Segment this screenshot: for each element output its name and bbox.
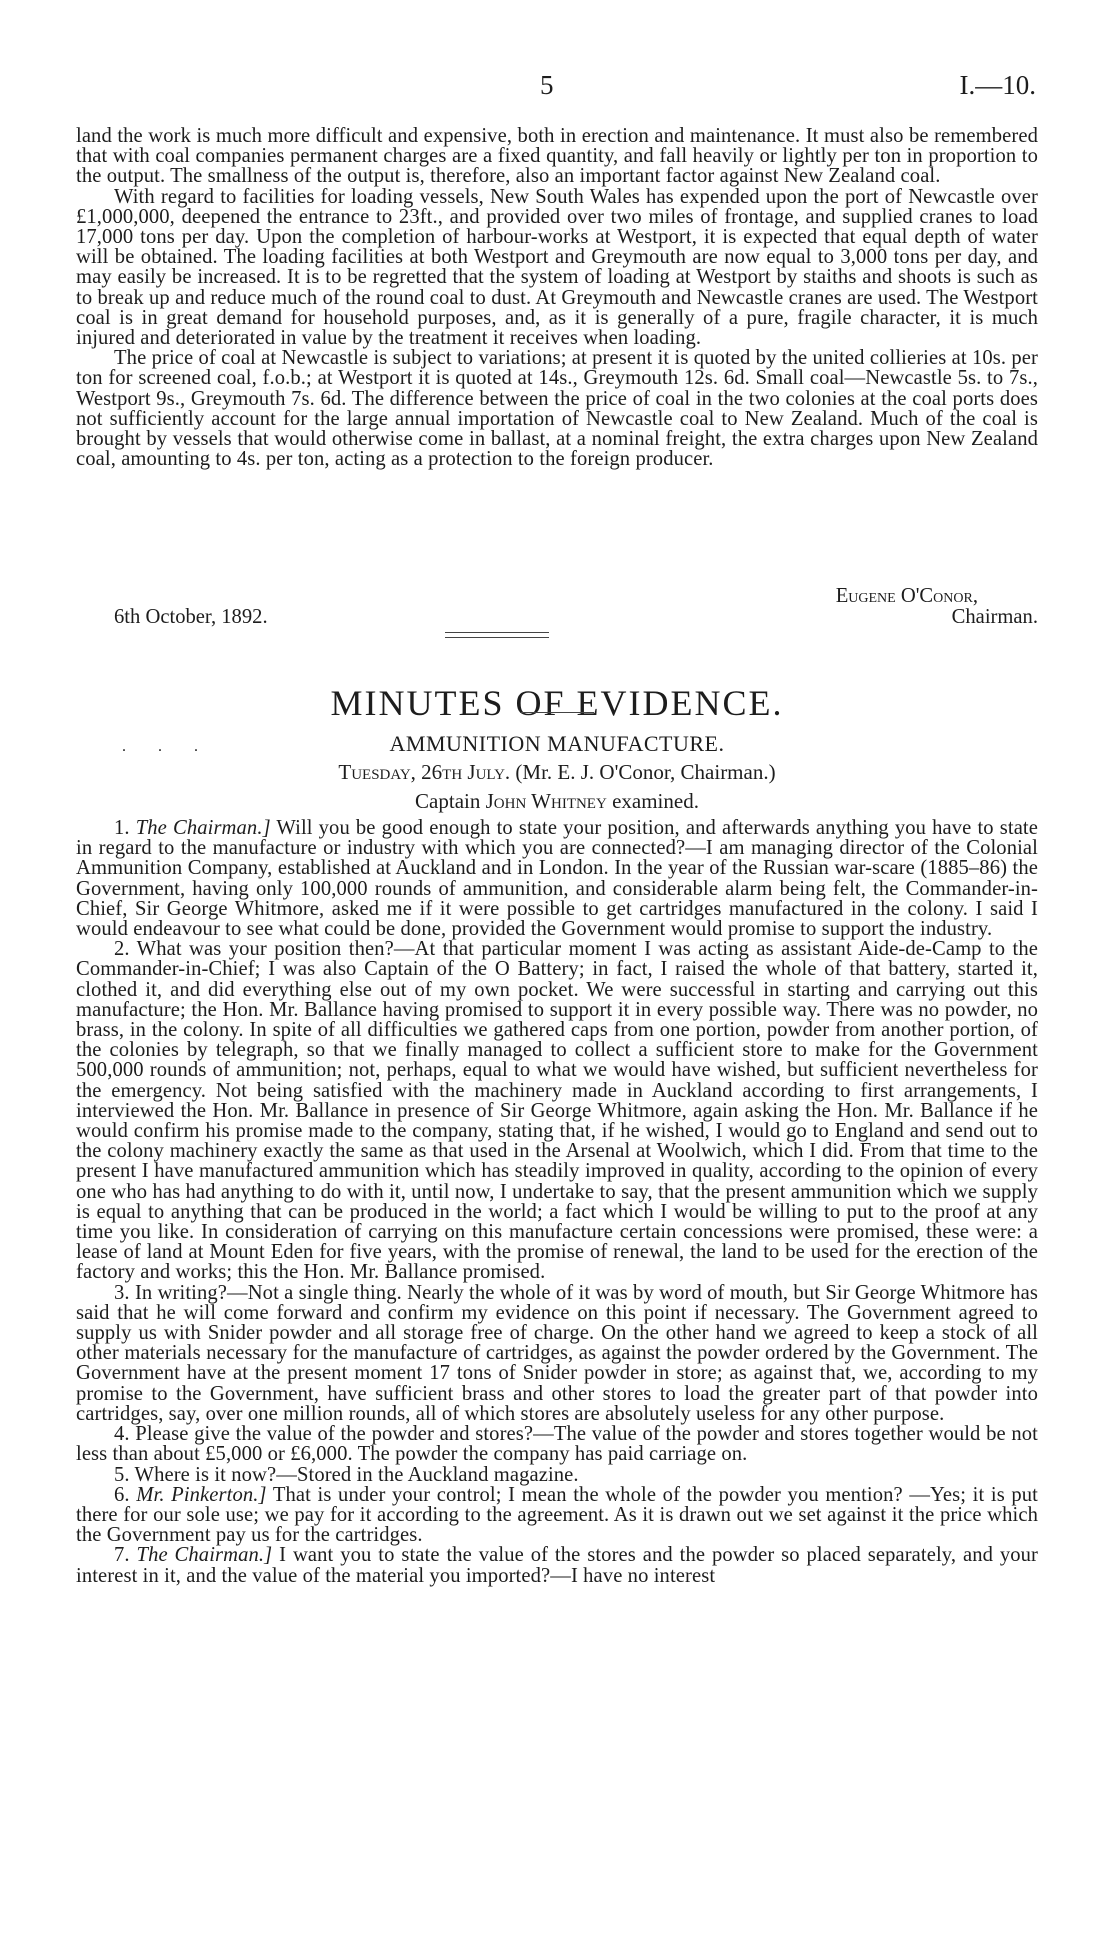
report-signature bbox=[76, 586, 1038, 630]
page-header bbox=[0, 70, 1114, 106]
evidence-question bbox=[76, 1465, 1038, 1485]
question-text: Will you be good enough to state your position, and afterwards anything you have to state in regard to the manufacture or industry with which you are connected?—I am managing director of the Colonial Ammunition Company, established at Auckland and in London. In the year of the Russian war-scare (1885–86) the Government, having only 100,000 rounds of ammunition, and considerable alarm being felt, the Commander-in-Chief, Sir George Whitmore, asked me if it were possible to get cartridges manufactured in the colony. I said I would endeavour to see what could be done, provided the Government would promise to support the industry. bbox=[76, 817, 1038, 941]
evidence-body bbox=[76, 818, 1038, 1586]
question-text: Please give the value of the powder and stores?—The value of the powder and stores together would be not less than about £5,000 or £6,000. The powder the company has paid carriage on. bbox=[76, 1423, 1038, 1466]
question-speaker: The Chairman.] bbox=[135, 817, 271, 839]
sitting-line bbox=[0, 760, 1114, 785]
report-paragraph: With regard to facilities for loading vessels, New South Wales has expended upon the port of Newcastle over £1,000,000, deepened the entrance to 23ft., and provided over two miles of frontage, and supplied cranes to load 17,000 tons per day. Upon the completion of harbour-works at Westport, it is expected that equal depth of water will be obtained. The loading facilities at both Westport and Greymouth are now equal to 3,000 tons per day, and may easily be increased. It is to be regretted that the system of loading at Westport by staiths and shoots is such as to break up and reduce much of the round coal to dust. At Greymouth and Newcastle cranes are used. The Westport coal is in great demand for household purposes, and, as it is generally of a pure, fragile character, it is much injured and deteriorated in value by the treatment it receives when loading. bbox=[76, 185, 1038, 350]
question-speaker: Mr. Pinkerton.] bbox=[136, 1483, 267, 1506]
sitting-chair: (Mr. E. J. O'Conor, Chairman.) bbox=[515, 760, 776, 784]
question-text: That is under your control; I mean the whole of the powder you mention? —Yes; it is put there for our sole use; we pay for it according to the agreement. As it is drawn out we set against it the price which the Government pay us for the cartridges. bbox=[76, 1483, 1039, 1547]
marginal-dots: . . . bbox=[122, 738, 212, 755]
evidence-question bbox=[76, 1424, 1038, 1464]
question-text: What was your position then?—At that particular moment I was acting as assistant Aide-de-Camp to the Commander-in-Chief; I was also Captain of the O Battery; in fact, I raised the whole of that battery, started it, clothed it, and did everything else out of my own pocket. We were successful in starting and carrying out this manufacture; the Hon. Mr. Ballance having promised to support it in every possible way. There was no powder, no brass, in the colony. In spite of all difficulties we gathered caps from one portion, powder from another portion, of the colonies by telegraph, so that we finally managed to collect a sufficient store to make for the Government 500,000 rounds of ammunition; not, perhaps, equal to what we would have wished, but sufficient nevertheless for the emergency. Not being satisfied with the machinery made in Auckland according to first arrangements, I interviewed the Hon. Mr. Ballance in presence of Sir George Whitmore, again asking the Hon. Mr. Ballance if he would confirm his promise made to the company, stating that, if he wished, I would go to England and send out to the colony machinery exactly the same as that used in the Arsenal at Woolwich, which I did. From that time to the present I have manufactured ammunition which has steadily improved in quality, according to the opinion of every one who has had anything to do with it, until now, I undertake to say, that the present ammunition which we supply is equal to anything that can be produced in the world; a fact which I would be willing to put to the proof at any time you like. In consideration of carrying on this manufacture certain concessions were promised, these were: a lease of land at Mount Eden for five years, with the promise of renewal, the land to be used for the erection of the factory and works; this the Hon. Mr. Ballance promised. bbox=[76, 938, 1038, 1284]
signatory-name: Eugene O'Conor, bbox=[835, 585, 978, 607]
report-paragraph: The price of coal at Newcastle is subject to variations; at present it is quoted by the united collieries at 10s. per ton for screened coal, f.o.b.; at Westport it is quoted at 14s., Greymouth 12s. 6d. Small coal—Newcastle 5s. to 7s., Westport 9s., Greymouth 7s. 6d. The difference between the price of coal in the two colonies at the coal ports does not sufficiently account for the large annual importation of Newcastle coal to New Zealand. Much of the coal is brought by vessels that would otherwise come in ballast, at a nominal freight, the extra charges upon New Zealand coal, amounting to 4s. per ton, acting as a protection to the foreign producer. bbox=[76, 347, 1038, 471]
section-title: AMMUNITION MANUFACTURE. bbox=[389, 731, 725, 756]
witness-line bbox=[0, 789, 1114, 814]
witness-suffix: examined. bbox=[612, 789, 699, 813]
question-number: 2. bbox=[114, 938, 130, 961]
report-reference: I.—10. bbox=[959, 70, 1036, 100]
question-number: 5. bbox=[114, 1463, 130, 1486]
question-number: 6. bbox=[114, 1483, 130, 1506]
question-speaker: The Chairman.] bbox=[136, 1544, 273, 1567]
evidence-question bbox=[76, 1485, 1038, 1546]
question-text: In writing?—Not a single thing. Nearly the whole of it was by word of mouth, but Sir George Whitmore has said that he will come forward and confirm my evidence on this point if necessary. The Government agreed to supply us with Snider powder and all storage free of charge. On the other hand we agreed to keep a stock of all other materials necessary for the manufacture of cartridges, as against the powder ordered by the Government. The Government have at the present moment 17 tons of Snider powder in store; as against that, we, according to my promise to the Government, have sufficient brass and other stores to load the greater part of that powder into cartridges, say, over one million rounds, all of which stores are absolutely useless for any other purpose. bbox=[76, 1281, 1038, 1425]
question-text: Where is it now?—Stored in the Auckland magazine. bbox=[134, 1463, 579, 1486]
question-text: I want you to state the value of the stores and the powder so placed separately, and your interest in it, and the value of the material you imported?—I have no interest bbox=[76, 1544, 1038, 1587]
evidence-question bbox=[76, 1283, 1038, 1424]
title-rule bbox=[520, 712, 594, 713]
minutes-title: MINUTES OF EVIDENCE. bbox=[330, 683, 784, 724]
sitting-day: Tuesday, 26th July. bbox=[338, 760, 511, 784]
report-conclusion bbox=[76, 126, 1038, 469]
question-number: 3. bbox=[114, 1281, 130, 1304]
witness-title: Captain bbox=[415, 789, 481, 813]
signatory-role: Chairman. bbox=[951, 606, 1038, 628]
question-number: 4. bbox=[114, 1423, 130, 1446]
report-paragraph: land the work is much more difficult and expensive, both in erection and maintenance. It must also be remembered that with coal companies permanent charges are a fixed quantity, and fall heavily or lightly per ton in proportion to the output. The smallness of the output is, therefore, also an important factor against New Zealand coal. bbox=[76, 125, 1038, 188]
evidence-question bbox=[76, 818, 1038, 939]
report-date: 6th October, 1892. bbox=[114, 606, 268, 628]
page-number: 5 bbox=[540, 70, 554, 100]
question-number: 1. bbox=[114, 817, 130, 839]
evidence-question bbox=[76, 1545, 1038, 1585]
question-number: 7. bbox=[114, 1544, 130, 1567]
witness-name: John Whitney bbox=[485, 789, 607, 813]
evidence-question bbox=[76, 939, 1038, 1282]
section-divider bbox=[445, 632, 549, 638]
